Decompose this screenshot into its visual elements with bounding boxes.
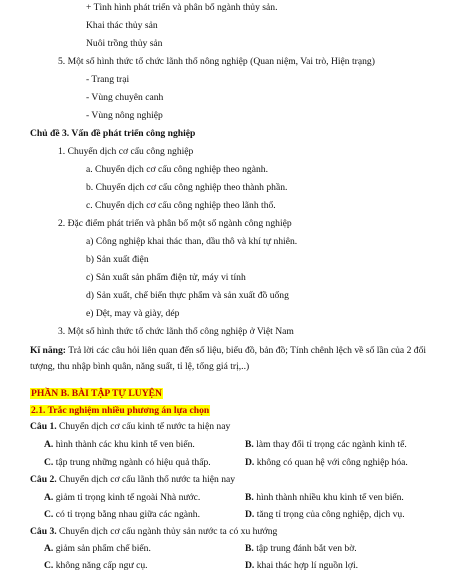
option-3b[interactable]: B. tập trung đánh bắt ven bờ. xyxy=(245,543,357,554)
option-3c[interactable]: C. không năng cấp ngư cụ. xyxy=(44,560,148,571)
option-1d[interactable]: D. không có quan hệ với công nghiệp hóa. xyxy=(245,457,408,468)
list-item: d) Sản xuất, chế biến thực phẩm và sản xuất đồ uống xyxy=(86,290,289,301)
list-item: - Vùng nông nghiệp xyxy=(86,110,163,121)
skills-label: Kĩ năng: xyxy=(30,345,66,356)
part-b-title xyxy=(30,388,163,400)
question-3 xyxy=(30,526,277,538)
list-item: - Vùng chuyên canh xyxy=(86,92,164,103)
option-text: không năng cấp ngư cụ. xyxy=(55,560,148,571)
list-item: b. Chuyển dịch cơ cấu công nghiệp theo thành phần. xyxy=(86,182,288,193)
option-1a[interactable]: A. hình thành các khu kinh tế ven biển. xyxy=(44,439,195,450)
question-label: Câu 2. xyxy=(30,474,57,485)
option-text: giảm tỉ trọng kinh tế ngoài Nhà nước. xyxy=(55,492,201,503)
option-2a[interactable]: A. giảm tỉ trọng kinh tế ngoài Nhà nước. xyxy=(44,492,201,503)
option-1c[interactable]: C. tập trung những ngành có hiệu quả thấp. xyxy=(44,457,211,468)
skills-paragraph xyxy=(30,343,438,375)
list-item: c) Sản xuất sản phẩm điện tử, máy vi tính xyxy=(86,272,246,283)
option-text: tập trung những ngành có hiệu quả thấp. xyxy=(55,457,211,468)
option-text: tăng tỉ trọng của công nghiệp, dịch vụ. xyxy=(256,509,405,520)
list-item: 2. Đặc điểm phát triển và phân bố một số ngành công nghiệp xyxy=(58,218,292,229)
text-line: Nuôi trồng thủy sản xyxy=(86,38,163,49)
question-1 xyxy=(30,421,230,433)
option-2c[interactable]: C. có tỉ trọng bằng nhau giữa các ngành. xyxy=(44,509,200,520)
list-item: b) Sản xuất điện xyxy=(86,254,149,265)
option-2b[interactable]: B. hình thành nhiều khu kinh tế ven biển. xyxy=(245,492,404,503)
option-text: tập trung đánh bắt ven bờ. xyxy=(256,543,357,554)
question-2 xyxy=(30,474,235,486)
option-text: có tỉ trọng bằng nhau giữa các ngành. xyxy=(55,509,200,520)
option-1b[interactable]: B. làm thay đổi tỉ trọng các ngành kinh tế. xyxy=(245,439,407,450)
topic-title: Chủ đề 3. Vấn đề phát triển công nghiệp xyxy=(30,128,196,139)
option-text: làm thay đổi tỉ trọng các ngành kinh tế. xyxy=(256,439,407,450)
part-b-title-text: PHẦN B. BÀI TẬP TỰ LUYỆN xyxy=(31,388,162,399)
part-b-subtitle xyxy=(30,405,210,417)
option-2d[interactable]: D. tăng tỉ trọng của công nghiệp, dịch vụ. xyxy=(245,509,405,520)
question-label: Câu 3. xyxy=(30,526,57,537)
list-item: 1. Chuyển dịch cơ cấu công nghiệp xyxy=(58,146,194,157)
list-item: 3. Một số hình thức tổ chức lãnh thổ công nghiệp ở Việt Nam xyxy=(58,326,294,337)
list-item: a. Chuyển dịch cơ cấu công nghiệp theo ngành. xyxy=(86,164,268,175)
question-text: Chuyển dịch cơ cấu kinh tế nước ta hiện nay xyxy=(56,421,231,432)
list-item: e) Dệt, may và giày, dép xyxy=(86,308,180,319)
question-text: Chuyển dịch cơ cấu ngành thủy sản nước ta có xu hướng xyxy=(56,526,278,537)
text-line: + Tình hình phát triển và phân bố ngành thủy sản. xyxy=(86,2,278,13)
list-item: a) Công nghiệp khai thác than, dầu thô và khí tự nhiên. xyxy=(86,236,298,247)
skills-text: Trả lời các câu hỏi liên quan đến số liệu, biểu đồ, bản đồ; Tính chênh lệch về số lần của 2 đối tượng, thu nhập bình quân, năng suất, tỉ lệ, tổng giá trị,..) xyxy=(30,345,427,372)
question-label: Câu 1. xyxy=(30,421,57,432)
question-text: Chuyển dịch cơ cấu lãnh thổ nước ta hiện nay xyxy=(56,474,236,485)
option-text: khai thác hợp lí nguồn lợi. xyxy=(256,560,359,571)
text-line: Khai thác thủy sản xyxy=(86,20,158,31)
section-heading: 5. Một số hình thức tổ chức lãnh thổ nông nghiệp (Quan niệm, Vai trò, Hiện trạng) xyxy=(58,56,375,67)
option-text: hình thành các khu kinh tế ven biển. xyxy=(55,439,195,450)
list-item: c. Chuyển dịch cơ cấu công nghiệp theo lãnh thổ. xyxy=(86,200,276,211)
option-text: giảm sản phẩm chế biến. xyxy=(55,543,151,554)
option-3a[interactable]: A. giảm sản phẩm chế biến. xyxy=(44,543,151,554)
part-b-subtitle-text: 2.1. Trắc nghiệm nhiều phương án lựa chọn xyxy=(31,405,210,416)
list-item: - Trang trại xyxy=(86,74,130,85)
option-3d[interactable]: D. khai thác hợp lí nguồn lợi. xyxy=(245,560,359,571)
option-text: hình thành nhiều khu kinh tế ven biển. xyxy=(256,492,404,503)
option-text: không có quan hệ với công nghiệp hóa. xyxy=(256,457,408,468)
